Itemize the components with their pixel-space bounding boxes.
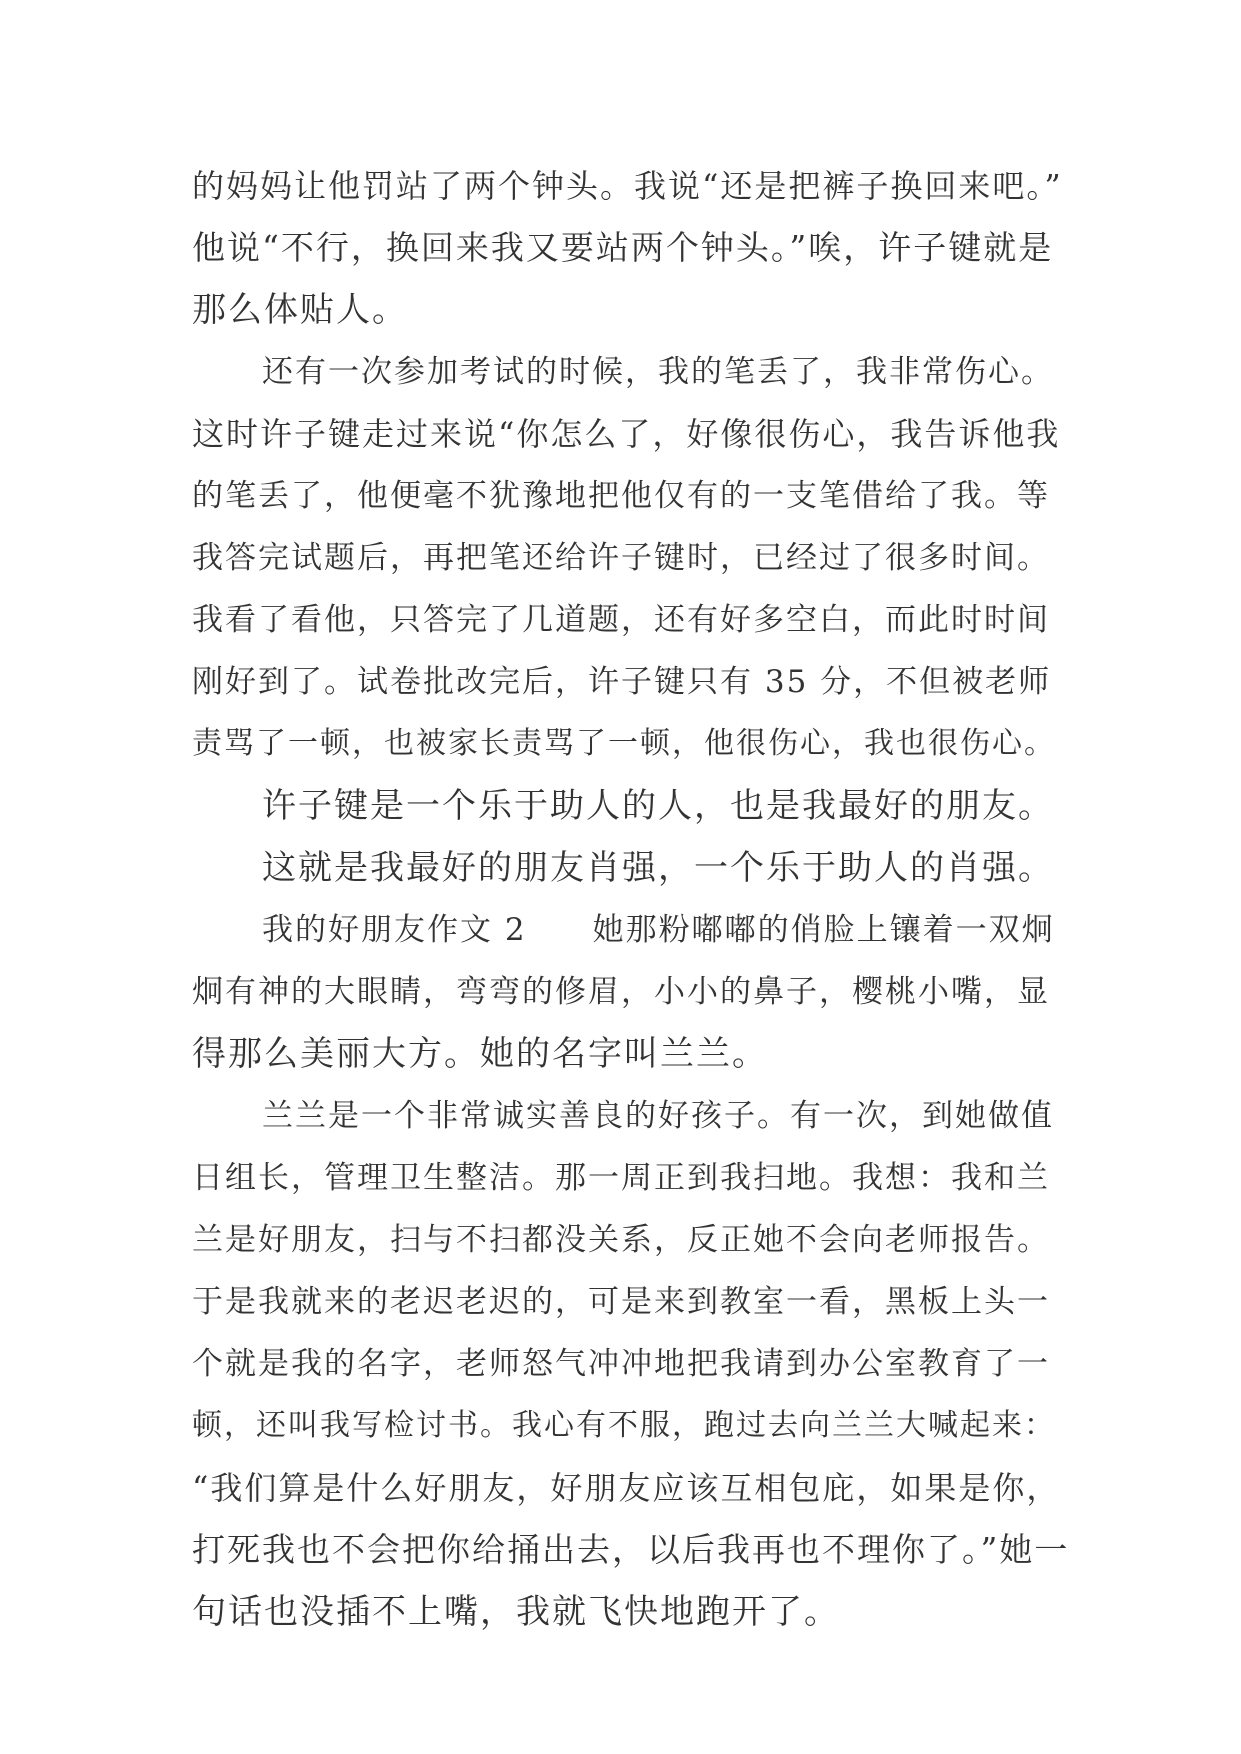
text-line: 那么体贴人。 <box>192 290 408 330</box>
text-line: 我答完试题后，再把笔还给许子键时，已经过了很多时间。 <box>192 540 1050 576</box>
text-line: 日组长，管理卫生整洁。那一周正到我扫地。我想：我和兰 <box>192 1160 1050 1196</box>
text-line: 许子键是一个乐于助人的人，也是我最好的朋友。 <box>262 786 1054 826</box>
text-line: 个就是我的名字，老师怒气冲冲地把我请到办公室教育了一 <box>192 1346 1050 1382</box>
text-line: 得那么美丽大方。她的名字叫兰兰。 <box>192 1034 768 1074</box>
text-line: 的妈妈让他罚站了两个钟头。我说“还是把裤子换回来吧。” <box>192 167 1063 205</box>
text-line: 的笔丢了，他便毫不犹豫地把他仅有的一支笔借给了我。等 <box>192 478 1050 514</box>
text-line: 还有一次参加考试的时候，我的笔丢了，我非常伤心。 <box>262 354 1054 390</box>
text-line: 句话也没插不上嘴，我就飞快地跑开了。 <box>192 1592 840 1632</box>
text-line: 刚好到了。试卷批改完后，许子键只有 35 分，不但被老师 <box>192 664 1052 700</box>
text-line: 他说“不行，换回来我又要站两个钟头。”唉，许子键就是 <box>192 228 1054 267</box>
text-line: 责骂了一顿，也被家长责骂了一顿，他很伤心，我也很伤心。 <box>192 726 1056 761</box>
text-line: 我看了看他，只答完了几道题，还有好多空白，而此时时间 <box>192 602 1050 638</box>
text-line: 兰兰是一个非常诚实善良的好孩子。有一次，到她做值 <box>262 1098 1054 1134</box>
body-text <box>192 155 1072 1643</box>
text-line: 炯有神的大眼睛，弯弯的修眉，小小的鼻子，樱桃小嘴，显 <box>192 974 1050 1010</box>
text-line: “我们算是什么好朋友，好朋友应该互相包庇，如果是你， <box>192 1469 1061 1507</box>
text-line: 这就是我最好的朋友肖强，一个乐于助人的肖强。 <box>262 848 1054 888</box>
text-line: 兰是好朋友，扫与不扫都没关系，反正她不会向老师报告。 <box>192 1222 1050 1258</box>
text-line: 我的好朋友作文 2 她那粉嘟嘟的俏脸上镶着一双炯 <box>262 912 1055 948</box>
text-line: 于是我就来的老迟老迟的，可是来到教室一看，黑板上头一 <box>192 1284 1050 1320</box>
text-line: 打死我也不会把你给捅出去，以后我再也不理你了。”她一 <box>192 1530 1070 1569</box>
text-line: 顿，还叫我写检讨书。我心有不服，跑过去向兰兰大喊起来： <box>192 1408 1056 1443</box>
text-line: 这时许子键走过来说“你怎么了，好像很伤心，我告诉他我 <box>192 415 1061 453</box>
